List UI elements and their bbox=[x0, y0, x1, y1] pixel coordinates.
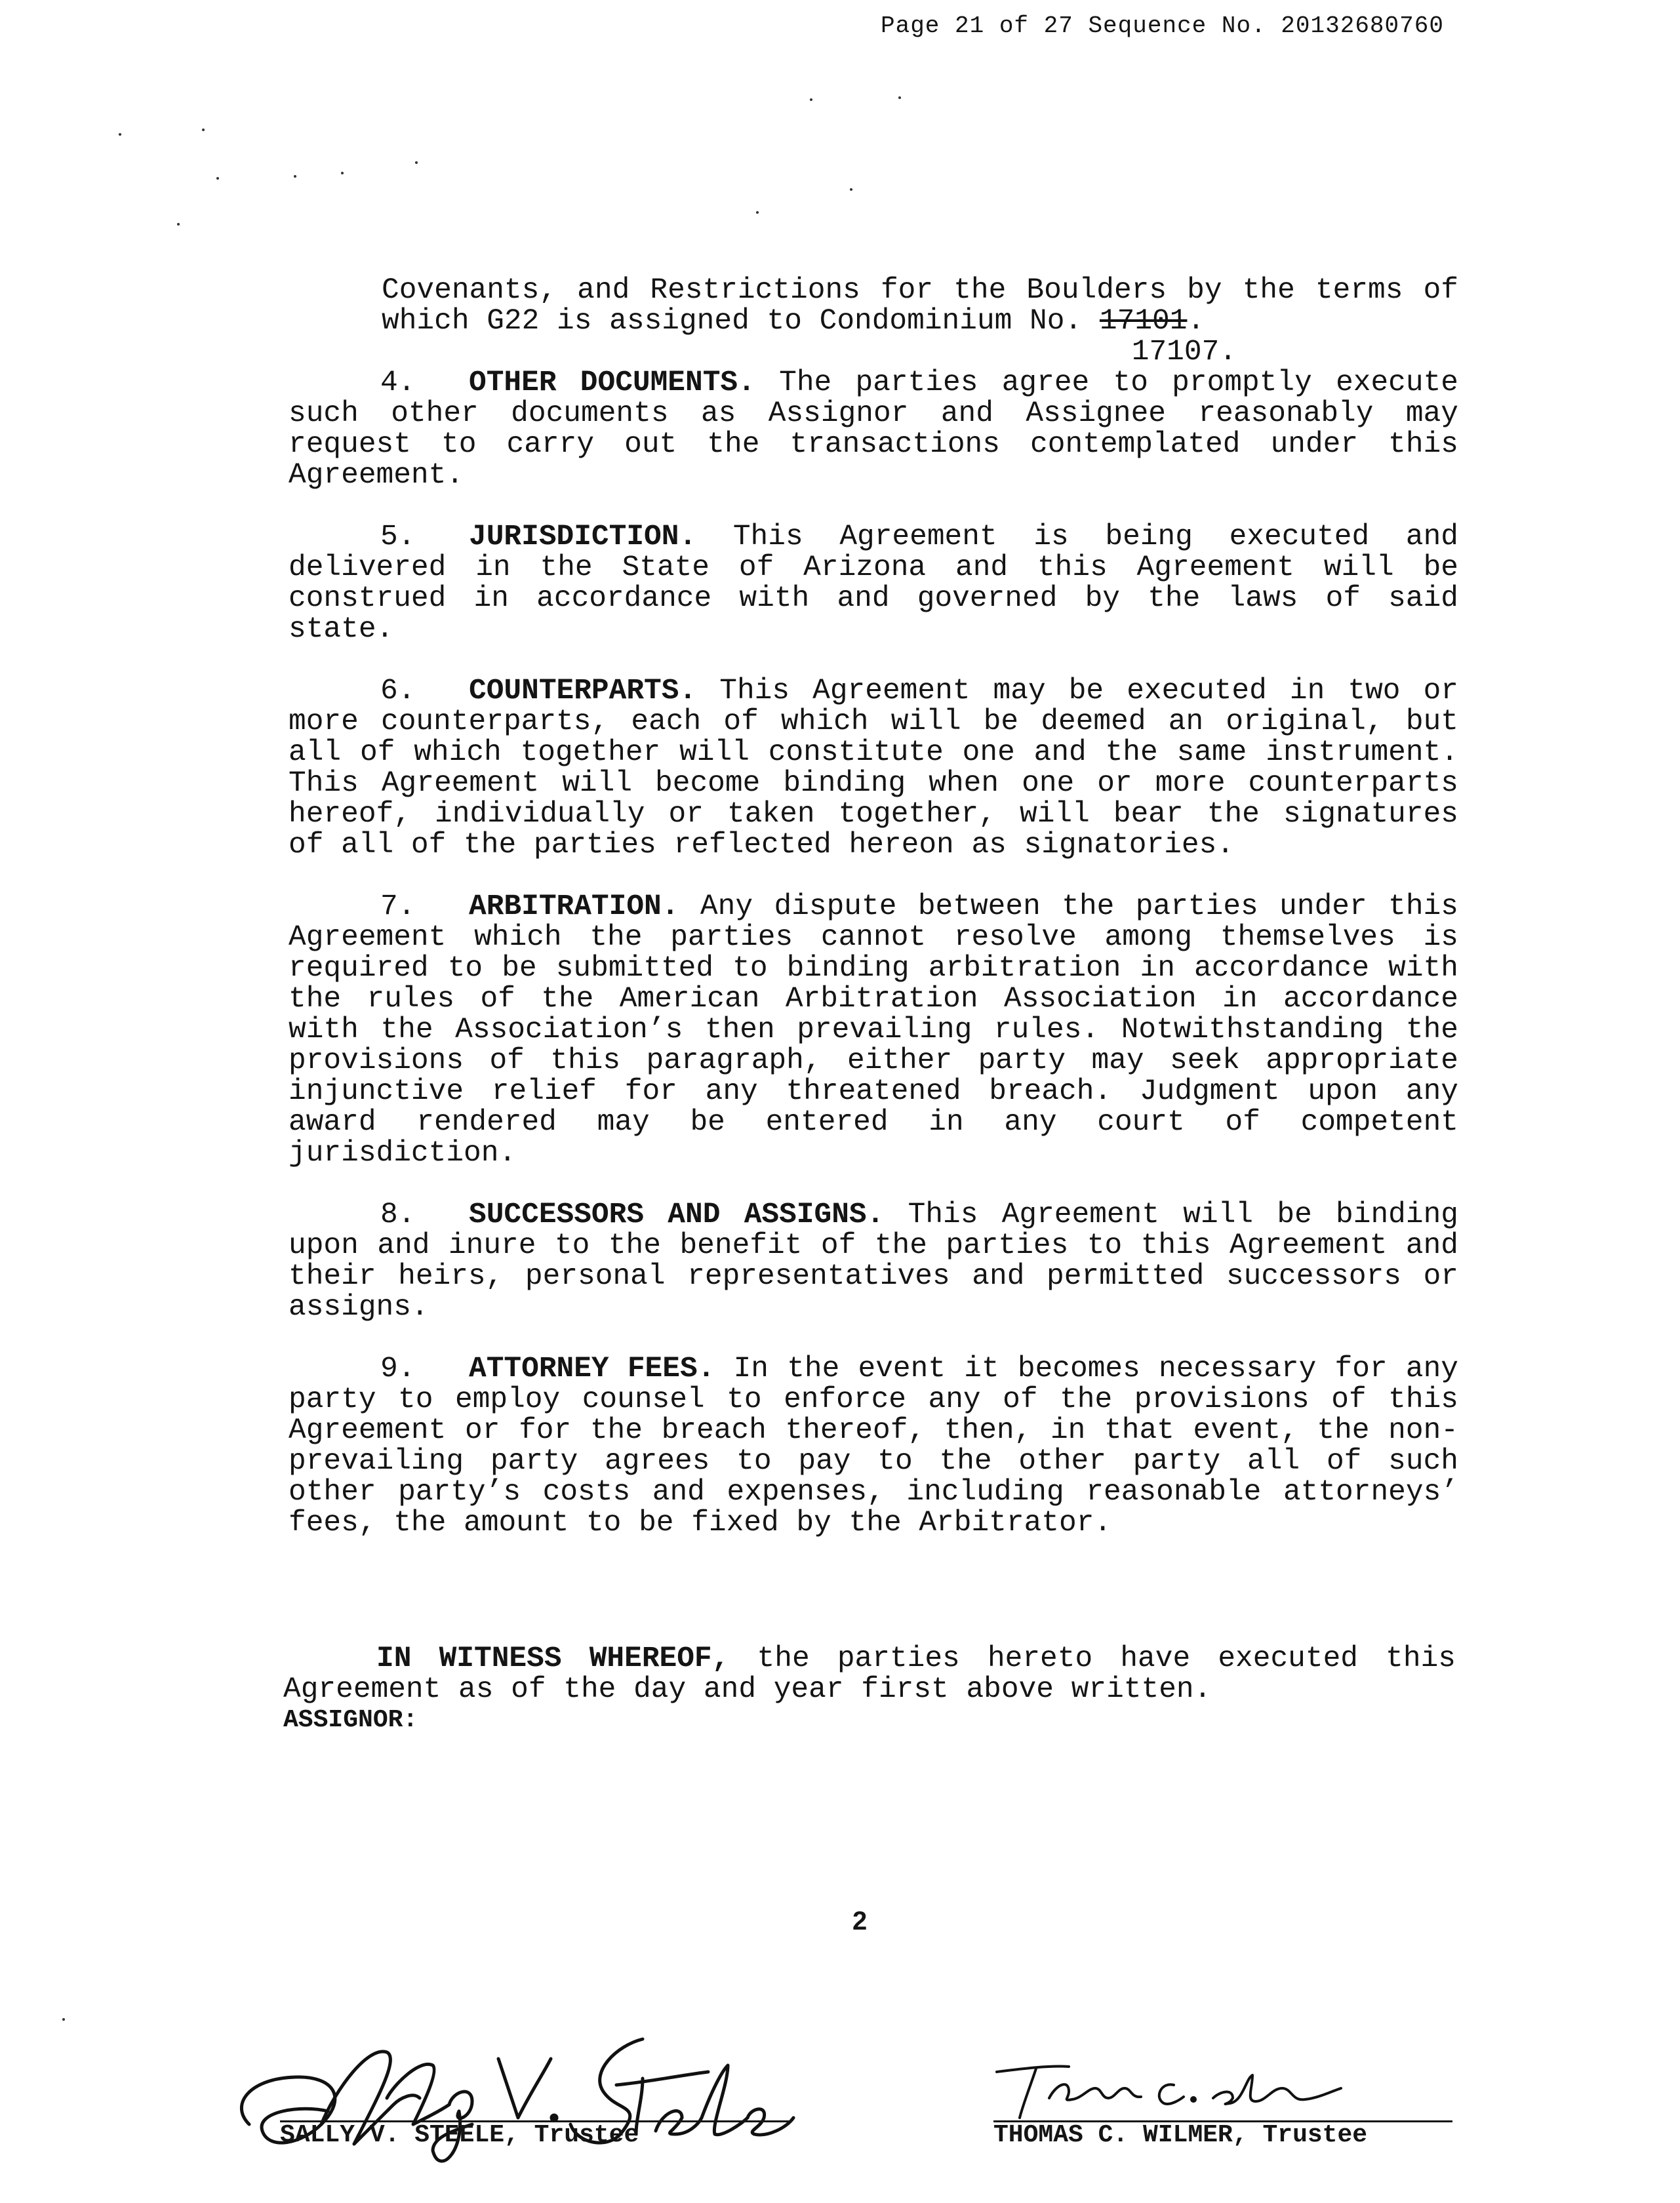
scan-speck bbox=[202, 129, 205, 131]
witness-paragraph bbox=[283, 1644, 1456, 1705]
intro-period: . bbox=[1187, 305, 1205, 338]
scan-speck bbox=[216, 177, 219, 180]
section-heading: SUCCESSORS AND ASSIGNS. bbox=[469, 1199, 885, 1231]
section-number: 8. bbox=[380, 1199, 416, 1231]
document-body bbox=[289, 275, 1458, 1539]
intro-paragraph bbox=[289, 275, 1458, 368]
scan-speck bbox=[177, 223, 180, 226]
section-number: 4. bbox=[380, 367, 416, 399]
scan-speck bbox=[294, 175, 296, 178]
page-number: 2 bbox=[852, 1907, 868, 1935]
signatory-name-left: SALLY V. STEELE, Trustee bbox=[280, 2121, 639, 2149]
handwritten-signature-left bbox=[223, 2019, 800, 2183]
section-text: This Agreement will be binding upon and inure to the benefit of the parties to this Agreement and their heirs, personal representatives and permitted successors or assigns. bbox=[289, 1199, 1458, 1324]
scan-speck bbox=[119, 133, 121, 136]
section-paragraph bbox=[289, 1354, 1458, 1539]
section-paragraph bbox=[289, 368, 1458, 491]
handwritten-correction: 17107. bbox=[1131, 336, 1237, 368]
signatory-name-right: THOMAS C. WILMER, Trustee bbox=[993, 2121, 1368, 2149]
section-heading: ATTORNEY FEES. bbox=[469, 1353, 715, 1385]
section-paragraph bbox=[289, 892, 1458, 1169]
handwritten-signature-right bbox=[984, 2052, 1351, 2131]
scan-speck bbox=[850, 188, 852, 191]
section-number: 6. bbox=[380, 675, 416, 707]
section-text: This Agreement may be executed in two or more counterparts, each of which will be deemed an original, but all of which together will constitute one and the same instrument. This Agreement will become binding when one or more counterparts hereof, individually or taken together, will bear the signatures of all of the parties reflected hereon as signatories. bbox=[289, 675, 1458, 862]
scan-speck bbox=[898, 96, 901, 99]
scan-speck bbox=[756, 211, 759, 214]
scan-speck bbox=[341, 172, 344, 174]
section-text: In the event it becomes necessary for any party to employ counsel to enforce any of the provisions of this Agreement or for the breach thereof, then, in that event, the non-prevailing party agrees to pay to the other party all of such other party’s costs and expenses, including reasonable attorneys’ fees, the amount to be fixed by the Arbitrator. bbox=[289, 1353, 1458, 1539]
section-paragraph bbox=[289, 1200, 1458, 1323]
section-number: 9. bbox=[380, 1353, 416, 1385]
intro-text: Covenants, and Restrictions for the Boulders by the terms of which G22 is assigned to Condominium No. bbox=[382, 274, 1458, 338]
section-text: Any dispute between the parties under this Agreement which the parties cannot resolve among themselves is required to be submitted to binding arbitration in accordance with the rules of the American Arbitration Association in accordance with the Association’s then prevailing rules. Notwithstanding the provisions of this paragraph, either party may seek appropriate injunctive relief for any threatened breach. Judgment upon any award rendered may be entered in any court of competent jurisdiction. bbox=[289, 890, 1458, 1170]
section-text: This Agreement is being executed and delivered in the State of Arizona and this Agreement will be construed in accordance with and governed by the laws of said state. bbox=[289, 521, 1458, 646]
struck-number: 17101 bbox=[1099, 305, 1188, 338]
section-heading: ARBITRATION. bbox=[469, 890, 679, 923]
section-heading: OTHER DOCUMENTS. bbox=[469, 367, 755, 399]
scan-speck bbox=[62, 2018, 65, 2021]
section-paragraph bbox=[289, 676, 1458, 861]
section-paragraph bbox=[289, 522, 1458, 645]
section-heading: COUNTERPARTS. bbox=[469, 675, 697, 707]
section-number: 5. bbox=[380, 521, 416, 553]
section-text: The parties agree to promptly execute such other documents as Assignor and Assignee reasonably may request to carry out the transactions contemplated under this Agreement. bbox=[289, 367, 1458, 492]
witness-lead: IN WITNESS WHEREOF, bbox=[376, 1642, 730, 1675]
scan-speck bbox=[810, 98, 812, 101]
section-heading: JURISDICTION. bbox=[469, 521, 697, 553]
section-number: 7. bbox=[380, 890, 416, 923]
scan-speck bbox=[415, 161, 418, 164]
assignor-label: ASSIGNOR: bbox=[283, 1706, 418, 1734]
witness-text: the parties hereto have executed this Agreement as of the day and year first above written. bbox=[283, 1642, 1456, 1706]
page-header: Page 21 of 27 Sequence No. 20132680760 bbox=[881, 12, 1444, 39]
